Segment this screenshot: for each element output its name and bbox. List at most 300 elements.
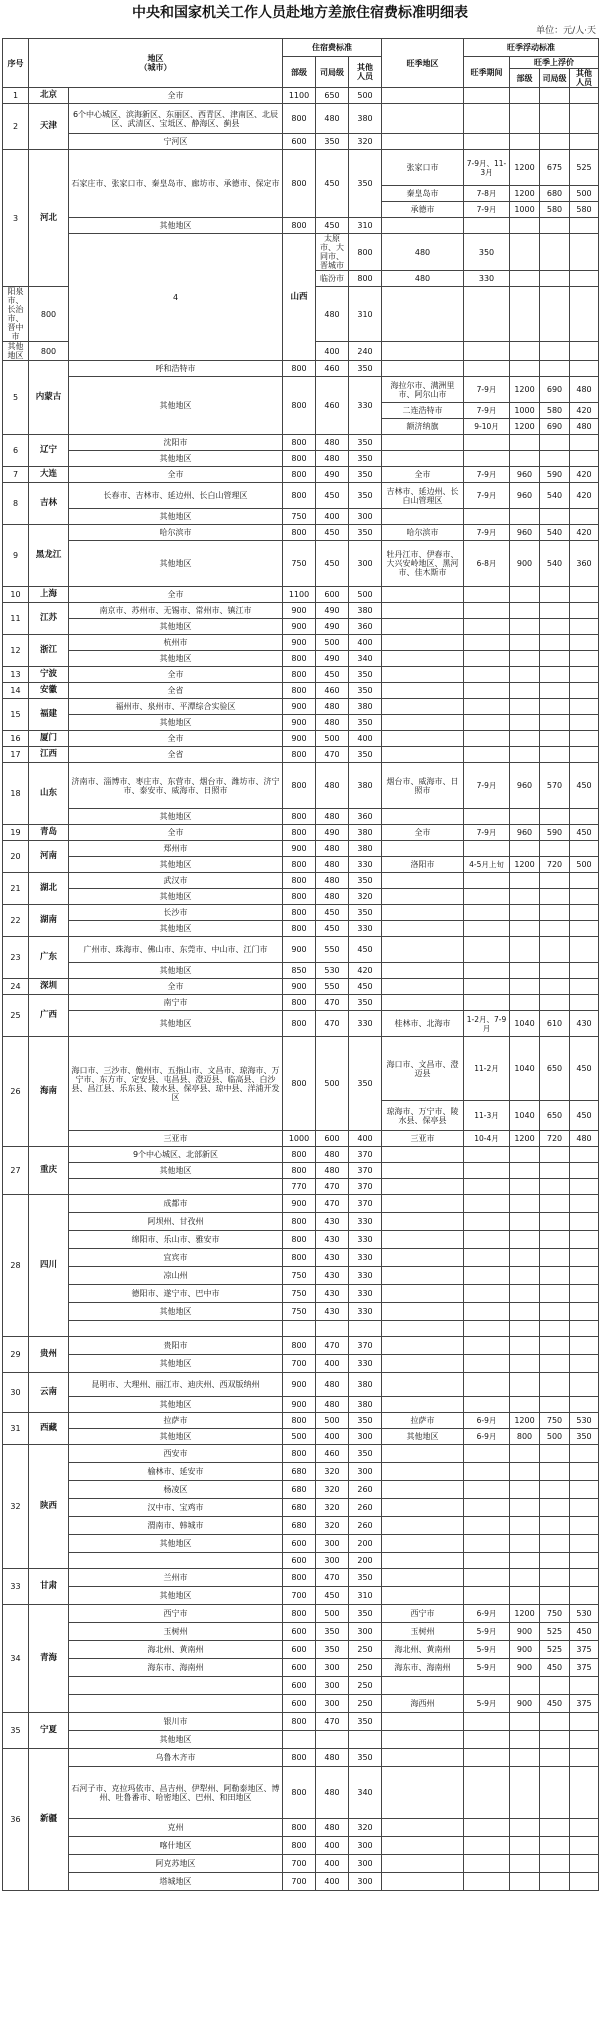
row-rate-b: 490 (316, 467, 349, 483)
row-rate-b: 430 (316, 1249, 349, 1267)
row-rate-a: 800 (349, 271, 382, 287)
row-rate-a: 800 (283, 483, 316, 509)
row-peak-sa (510, 1397, 540, 1413)
row-seq: 27 (3, 1147, 29, 1195)
row-peak-sb (540, 1553, 570, 1569)
row-rate-a: 800 (283, 218, 316, 234)
row-peak-sa (510, 731, 540, 747)
row-seq: 31 (3, 1413, 29, 1445)
row-peak-sc (570, 1337, 599, 1355)
row-peak-sc: 580 (570, 202, 599, 218)
row-peak-sa: 1040 (510, 1011, 540, 1037)
row-region: 济南市、淄博市、枣庄市、东营市、烟台市、潍坊市、济宁市、泰安市、威海市、日照市 (69, 763, 283, 809)
row-province: 辽宁 (29, 435, 69, 467)
row-peak-sr (382, 1767, 464, 1819)
row-rate-c: 350 (349, 483, 382, 509)
row-peak-sa (510, 1285, 540, 1303)
row-peak-sr: 二连浩特市 (382, 403, 464, 419)
row-rate-b: 480 (382, 271, 464, 287)
row-rate-a: 800 (283, 451, 316, 467)
row-region: 其他地区 (69, 1303, 283, 1321)
row-province: 四川 (29, 1195, 69, 1337)
row-peak-sc (570, 218, 599, 234)
table-row (3, 1231, 599, 1249)
row-region: 石家庄市、张家口市、秦皇岛市、廊坊市、承德市、保定市 (69, 150, 283, 218)
row-rate-c: 360 (349, 619, 382, 635)
row-peak-sc (570, 1855, 599, 1873)
row-peak-sr (382, 1147, 464, 1163)
row-province: 福建 (29, 699, 69, 731)
row-rate-b: 470 (316, 1337, 349, 1355)
row-peak-sp: 10-4月 (464, 1131, 510, 1147)
table-row (3, 921, 599, 937)
row-peak-sp: 7-9月 (464, 467, 510, 483)
row-rate-c: 500 (349, 88, 382, 104)
row-peak-sp: 7-9月 (464, 525, 510, 541)
row-peak-sa: 1000 (510, 202, 540, 218)
row-region (69, 1553, 283, 1569)
row-seq: 10 (3, 587, 29, 603)
row-region: 渭南市、韩城市 (69, 1517, 283, 1535)
row-rate-c: 300 (349, 1855, 382, 1873)
row-region: 凉山州 (69, 1267, 283, 1285)
row-peak-sc (570, 667, 599, 683)
row-peak-sp (464, 1147, 510, 1163)
row-peak-sp (464, 619, 510, 635)
row-rate-c (349, 1731, 382, 1749)
row-peak-sc (570, 921, 599, 937)
row-region: 兰州市 (69, 1569, 283, 1587)
row-peak-sr (382, 841, 464, 857)
row-peak-sp (464, 809, 510, 825)
row-rate-a: 800 (283, 1749, 316, 1767)
row-peak-sb: 540 (540, 541, 570, 587)
table-row (3, 234, 599, 271)
row-peak-sp (464, 1837, 510, 1855)
row-rate-b: 460 (316, 683, 349, 699)
row-seq: 36 (3, 1749, 29, 1891)
row-region: 其他地区 (69, 619, 283, 635)
row-rate-a: 900 (283, 619, 316, 635)
table-row (3, 1713, 599, 1731)
row-peak-sr (382, 715, 464, 731)
row-peak-sc: 360 (570, 541, 599, 587)
row-peak-sc (570, 1767, 599, 1819)
row-rate-b: 300 (316, 1695, 349, 1713)
row-peak-sr: 全市 (382, 825, 464, 841)
row-peak-sc (570, 1837, 599, 1855)
row-peak-sc (570, 88, 599, 104)
row-peak-sc (570, 1147, 599, 1163)
row-region: 全市 (69, 587, 283, 603)
table-row (3, 825, 599, 841)
row-rate-a: 600 (283, 1677, 316, 1695)
row-region: 喀什地区 (69, 1837, 283, 1855)
row-region: 榆林市、延安市 (69, 1463, 283, 1481)
row-region: 三亚市 (69, 1131, 283, 1147)
table-row (3, 525, 599, 541)
row-peak-sc (570, 287, 599, 342)
row-peak-sa: 960 (510, 483, 540, 509)
row-rate-b: 480 (316, 857, 349, 873)
row-rate-a: 800 (283, 104, 316, 134)
row-rate-a: 800 (283, 995, 316, 1011)
row-region: 阳泉市、长治市、晋中市 (3, 287, 29, 342)
row-peak-sa (510, 841, 540, 857)
row-seq: 13 (3, 667, 29, 683)
row-peak-sb (540, 1481, 570, 1499)
row-province: 贵州 (29, 1337, 69, 1373)
header-peak-others: 其他 人员 (570, 69, 599, 88)
row-rate-b: 400 (316, 509, 349, 525)
row-peak-sr (382, 1163, 464, 1179)
row-rate-a: 900 (283, 1195, 316, 1213)
table-row (3, 995, 599, 1011)
row-peak-sp (464, 287, 510, 342)
row-peak-sr (382, 134, 464, 150)
row-rate-c: 320 (349, 134, 382, 150)
row-peak-sa (510, 1303, 540, 1321)
row-rate-a: 800 (349, 234, 382, 271)
row-peak-sc (570, 1713, 599, 1731)
row-peak-sa (510, 1195, 540, 1213)
row-peak-sb: 580 (540, 403, 570, 419)
row-peak-sr (382, 104, 464, 134)
row-rate-b: 600 (316, 1131, 349, 1147)
row-peak-sr (382, 603, 464, 619)
row-peak-sr (382, 1749, 464, 1767)
row-peak-sb: 540 (540, 525, 570, 541)
row-rate-b: 470 (316, 747, 349, 763)
row-peak-sb (540, 218, 570, 234)
row-rate-c: 350 (349, 905, 382, 921)
row-rate-c: 380 (349, 104, 382, 134)
row-peak-sc (570, 587, 599, 603)
row-peak-sc (570, 1303, 599, 1321)
row-rate-a: 800 (283, 683, 316, 699)
row-peak-sa (510, 134, 540, 150)
row-peak-sa: 1040 (510, 1037, 540, 1101)
table-row (3, 1131, 599, 1147)
row-region: 绵阳市、乐山市、雅安市 (69, 1231, 283, 1249)
row-peak-sr (382, 1373, 464, 1397)
row-peak-sa (510, 218, 540, 234)
row-rate-b: 480 (316, 1163, 349, 1179)
row-peak-sa: 1200 (510, 150, 540, 186)
row-rate-b: 470 (316, 1179, 349, 1195)
row-peak-sp: 7-9月 (464, 825, 510, 841)
row-rate-c: 340 (349, 1767, 382, 1819)
row-peak-sb (540, 841, 570, 857)
row-peak-sa: 900 (510, 541, 540, 587)
row-peak-sb (540, 88, 570, 104)
row-peak-sc (570, 873, 599, 889)
row-rate-a: 700 (283, 1873, 316, 1891)
table-row (3, 1037, 599, 1101)
row-seq: 33 (3, 1569, 29, 1605)
row-peak-sc (570, 1481, 599, 1499)
row-region: 全市 (69, 825, 283, 841)
row-rate-a: 700 (283, 1355, 316, 1373)
row-region: 海东市、海南州 (69, 1659, 283, 1677)
row-region: 9个中心城区、北部新区 (69, 1147, 283, 1163)
row-rate-c: 400 (349, 1131, 382, 1147)
row-peak-sp: 7-9月 (464, 483, 510, 509)
row-rate-a: 900 (283, 603, 316, 619)
row-rate-a: 900 (283, 841, 316, 857)
row-rate-a: 600 (283, 1535, 316, 1553)
row-peak-sa (510, 451, 540, 467)
row-province: 北京 (29, 88, 69, 104)
row-rate-b: 320 (316, 1463, 349, 1481)
row-peak-sb (540, 1731, 570, 1749)
row-rate-a: 800 (283, 747, 316, 763)
row-region: 其他地区 (69, 921, 283, 937)
row-peak-sc: 420 (570, 525, 599, 541)
row-peak-sp (464, 731, 510, 747)
row-rate-a: 800 (283, 1249, 316, 1267)
row-rate-a: 900 (283, 699, 316, 715)
row-peak-sr (382, 619, 464, 635)
row-peak-sa (510, 342, 540, 361)
row-peak-sr: 海北州、黄南州 (382, 1641, 464, 1659)
row-rate-c: 330 (349, 1249, 382, 1267)
row-region: 成都市 (69, 1195, 283, 1213)
row-peak-sb: 500 (540, 1429, 570, 1445)
row-peak-sr (382, 1677, 464, 1695)
row-peak-sc (570, 1731, 599, 1749)
row-rate-c: 450 (349, 937, 382, 963)
row-province: 云南 (29, 1373, 69, 1413)
row-peak-sa (510, 1677, 540, 1695)
row-peak-sa (510, 1179, 540, 1195)
row-rate-a: 1100 (283, 88, 316, 104)
row-peak-sp (464, 1337, 510, 1355)
row-province: 山东 (29, 763, 69, 825)
row-peak-sr (382, 873, 464, 889)
row-peak-sp (464, 699, 510, 715)
row-peak-sa (510, 1767, 540, 1819)
row-rate-a: 800 (283, 1231, 316, 1249)
table-row (3, 218, 599, 234)
row-region: 武汉市 (69, 873, 283, 889)
row-rate-b: 480 (316, 699, 349, 715)
table-row (3, 1499, 599, 1517)
row-peak-sp (540, 234, 570, 271)
row-rate-c: 250 (349, 1641, 382, 1659)
row-peak-sa (510, 603, 540, 619)
row-region: 其他地区 (69, 509, 283, 525)
row-peak-sc (570, 1267, 599, 1285)
row-seq: 21 (3, 873, 29, 905)
row-peak-sa (510, 1213, 540, 1231)
row-rate-c: 380 (349, 825, 382, 841)
row-peak-sp: 5-9月 (464, 1695, 510, 1713)
row-rate-c: 240 (349, 342, 382, 361)
row-rate-a: 900 (283, 937, 316, 963)
row-peak-sp (464, 1445, 510, 1463)
row-region: 其他地区 (69, 1355, 283, 1373)
row-rate-b: 300 (316, 1553, 349, 1569)
row-rate-b: 470 (316, 1011, 349, 1037)
row-province: 西藏 (29, 1413, 69, 1445)
row-peak-sb (540, 1355, 570, 1373)
row-peak-sb: 675 (540, 150, 570, 186)
row-rate-b: 470 (316, 1195, 349, 1213)
row-region: 克州 (69, 1819, 283, 1837)
table-row (3, 1873, 599, 1891)
row-peak-sa: 1200 (510, 186, 540, 202)
row-peak-sp (464, 715, 510, 731)
row-rate-c: 340 (349, 651, 382, 667)
row-rate-a: 750 (283, 1285, 316, 1303)
table-row (3, 979, 599, 995)
row-peak-sc: 450 (570, 1623, 599, 1641)
row-peak-sa (510, 1337, 540, 1355)
row-peak-sp: 6-9月 (464, 1605, 510, 1623)
row-province: 陕西 (29, 1445, 69, 1569)
table-row (3, 683, 599, 699)
row-rate-b: 470 (316, 995, 349, 1011)
row-rate-c: 350 (349, 715, 382, 731)
row-peak-sp (464, 342, 510, 361)
row-peak-sc: 430 (570, 1011, 599, 1037)
table-row (3, 963, 599, 979)
row-rate-a: 750 (283, 1267, 316, 1285)
row-rate-b: 480 (316, 1373, 349, 1397)
row-rate-c: 350 (349, 1445, 382, 1463)
row-peak-sr (382, 287, 464, 342)
row-rate-c: 320 (349, 1819, 382, 1837)
row-peak-sa (510, 1499, 540, 1517)
row-peak-sa (510, 683, 540, 699)
row-region: 全市 (69, 88, 283, 104)
row-peak-sp (464, 995, 510, 1011)
row-region: 呼和浩特市 (69, 361, 283, 377)
row-peak-sc (570, 651, 599, 667)
row-peak-sa (510, 587, 540, 603)
row-peak-sr (382, 88, 464, 104)
row-region: 杭州市 (69, 635, 283, 651)
row-peak-sp (464, 1535, 510, 1553)
row-peak-sb: 610 (540, 1011, 570, 1037)
row-peak-sr (382, 809, 464, 825)
header-others: 其他 人员 (349, 57, 382, 88)
row-province: 河北 (29, 150, 69, 287)
row-peak-sa (510, 104, 540, 134)
row-region: 其他地区 (69, 1535, 283, 1553)
row-peak-sc (570, 342, 599, 361)
row-peak-sr (382, 699, 464, 715)
row-peak-sc: 480 (570, 377, 599, 403)
row-region: 长沙市 (69, 905, 283, 921)
row-rate-a: 800 (283, 1037, 316, 1131)
row-region: 其他地区 (69, 963, 283, 979)
row-peak-sc (570, 747, 599, 763)
row-rate-a: 900 (283, 635, 316, 651)
row-peak-sb: 525 (540, 1623, 570, 1641)
row-peak-sr: 额济纳旗 (382, 419, 464, 435)
row-peak-sa (510, 809, 540, 825)
row-peak-sr: 张家口市 (382, 150, 464, 186)
row-peak-sc: 350 (570, 1429, 599, 1445)
row-rate-c: 330 (349, 921, 382, 937)
row-rate-b: 450 (316, 667, 349, 683)
row-peak-sc (570, 1749, 599, 1767)
row-peak-sc (570, 1873, 599, 1891)
row-rate-c: 330 (349, 1231, 382, 1249)
row-peak-sb: 650 (540, 1101, 570, 1131)
row-rate-a: 600 (283, 1553, 316, 1569)
row-peak-sb: 750 (540, 1605, 570, 1623)
row-peak-sa: 1200 (510, 1605, 540, 1623)
row-peak-sp: 11-2月 (464, 1037, 510, 1101)
table-row (3, 1195, 599, 1213)
row-rate-a: 800 (283, 1713, 316, 1731)
row-rate-a: 800 (283, 1213, 316, 1231)
row-peak-sr (382, 509, 464, 525)
row-peak-sr (382, 361, 464, 377)
row-peak-sa: 960 (510, 525, 540, 541)
row-province: 内蒙古 (29, 361, 69, 435)
row-seq: 9 (3, 525, 29, 587)
table-row (3, 88, 599, 104)
row-province: 天津 (29, 104, 69, 150)
row-rate-a: 600 (283, 1623, 316, 1641)
row-rate-a: 800 (283, 1445, 316, 1463)
row-region: 其他地区 (69, 1397, 283, 1413)
row-peak-sa: 1040 (510, 1101, 540, 1131)
row-rate-b: 450 (316, 905, 349, 921)
row-peak-sc (570, 104, 599, 134)
row-region: 郑州市 (69, 841, 283, 857)
row-peak-sr (382, 1553, 464, 1569)
row-peak-sp (464, 1179, 510, 1195)
row-peak-sp (464, 1587, 510, 1605)
row-peak-sb (540, 963, 570, 979)
row-peak-sp (464, 1195, 510, 1213)
row-region: 哈尔滨市 (69, 525, 283, 541)
row-rate-c: 380 (349, 1397, 382, 1413)
row-peak-sb (540, 1463, 570, 1481)
row-seq: 30 (3, 1373, 29, 1413)
row-peak-sp (464, 134, 510, 150)
table-row (3, 1855, 599, 1873)
row-peak-sb: 590 (540, 825, 570, 841)
row-peak-sp: 7-9月 (464, 377, 510, 403)
row-region (69, 1179, 283, 1195)
row-rate-a: 800 (283, 150, 316, 218)
row-peak-sp (464, 1855, 510, 1873)
row-rate-c: 380 (349, 603, 382, 619)
row-peak-sb (540, 1837, 570, 1855)
row-peak-sp: 7-9月 (464, 202, 510, 218)
row-peak-sc (570, 1569, 599, 1587)
row-peak-sr (510, 271, 540, 287)
row-province: 宁波 (29, 667, 69, 683)
table-row (3, 1569, 599, 1587)
table-row (3, 1677, 599, 1695)
row-peak-sr (382, 1569, 464, 1587)
row-peak-sr: 牡丹江市、伊春市、大兴安岭地区、黑河市、佳木斯市 (382, 541, 464, 587)
row-rate-b: 300 (316, 1535, 349, 1553)
table-row (3, 150, 599, 186)
row-peak-sb (540, 731, 570, 747)
table-row (3, 937, 599, 963)
row-peak-sb (540, 1587, 570, 1605)
row-rate-a: 680 (283, 1481, 316, 1499)
row-rate-b: 350 (316, 134, 349, 150)
